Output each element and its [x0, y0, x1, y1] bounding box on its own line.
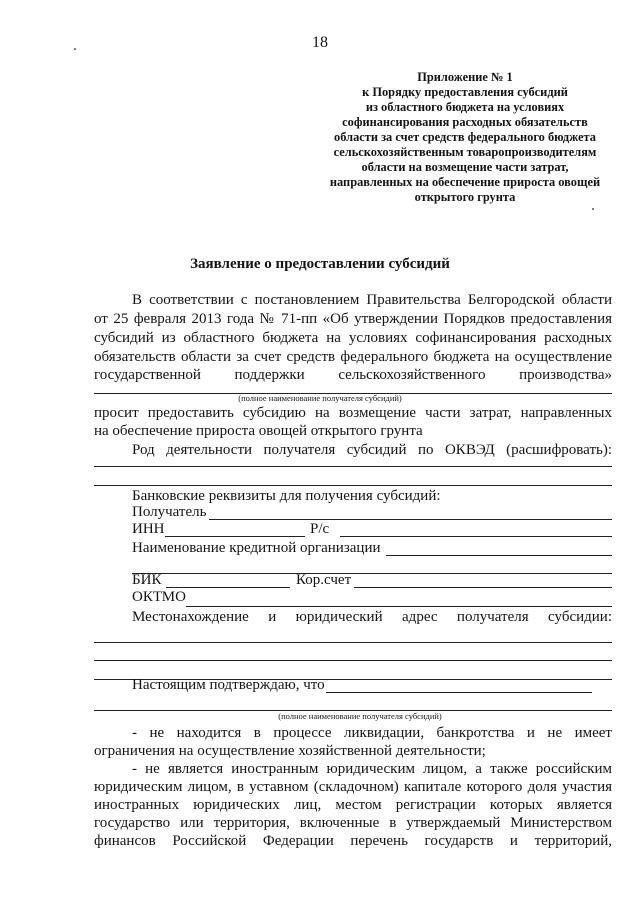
appendix-line: софинансирования расходных обязательств — [342, 115, 588, 129]
condition-line: иностранных юридических лиц, местом регистрации которых является — [94, 797, 612, 813]
address-field[interactable] — [94, 642, 612, 643]
inn-label: ИНН — [132, 521, 165, 537]
okved-field[interactable] — [94, 466, 612, 467]
oktmo-field[interactable] — [186, 606, 612, 607]
bank-name-field-2[interactable] — [132, 573, 612, 574]
condition-line: юридическим лицом, в уставном (складочном) капитале которого доля участия — [94, 779, 612, 795]
page-number: 18 — [312, 34, 328, 51]
appendix-line: области за счет средств федерального бюджета — [334, 130, 596, 144]
document-title: Заявление о предоставлении субсидий — [190, 256, 450, 272]
intro-line: субсидий из областного бюджета на условиях софинансирования расходных — [94, 330, 612, 346]
appendix-line: к Порядку предоставления субсидий — [362, 85, 568, 99]
corr-account-field[interactable] — [354, 587, 612, 588]
appendix-header — [300, 70, 630, 205]
intro-word: сельскохозяйственного — [338, 367, 486, 383]
oktmo-label: ОКТМО — [132, 589, 186, 605]
okved-label: Род деятельности получателя субсидий по ОКВЭД (расшифровать): — [132, 442, 612, 458]
confirm-field[interactable] — [326, 692, 592, 693]
recipient-field[interactable] — [209, 519, 612, 520]
condition-line: финансов Российской Федерации перечень государств и территорий, — [94, 833, 612, 849]
condition-line: - не находится в процессе ликвидации, банкротства и не имеет — [132, 725, 612, 741]
recipient-label: Получатель — [132, 504, 207, 520]
bank-name-label: Наименование кредитной организации — [132, 540, 381, 556]
account-field[interactable] — [340, 536, 612, 537]
intro-last-line — [94, 366, 612, 385]
bank-heading: Банковские реквизиты для получения субсидий: — [132, 488, 441, 504]
address-field[interactable] — [94, 660, 612, 661]
inn-field[interactable] — [165, 536, 305, 537]
address-label: Местонахождение и юридический адрес получателя субсидии: — [132, 609, 612, 625]
intro-word: государственной — [94, 367, 201, 383]
intro-line: от 25 февраля 2013 года № 71-пп «Об утверждении Порядков предоставления — [94, 311, 612, 327]
recipient-caption-2: (полное наименование получателя субсидий) — [278, 711, 442, 721]
scan-speck — [592, 208, 594, 210]
condition-line: - не является иностранным юридическим лицом, а также российским — [132, 761, 612, 777]
scan-speck — [74, 48, 76, 50]
intro-line: В соответствии с постановлением Правительства Белгородской области — [132, 292, 612, 308]
bank-name-field[interactable] — [386, 555, 612, 556]
condition-line: государство или территория, включенные в утверждаемый Министерством — [94, 815, 612, 831]
appendix-line: сельскохозяйственным товаропроизводителям — [333, 145, 597, 159]
intro-line: обязательств области за счет средств федерального бюджета на осуществление — [94, 349, 612, 365]
appendix-line: открытого грунта — [414, 190, 516, 204]
appendix-line: области на возмещение части затрат, — [361, 160, 569, 174]
confirm-label: Настоящим подтверждаю, что — [132, 677, 325, 693]
appendix-line: из областного бюджета на условиях — [365, 100, 565, 114]
account-label: Р/с — [310, 521, 330, 537]
bik-label: БИК — [132, 572, 162, 588]
appendix-line: направленных на обеспечение прироста овощей — [329, 175, 601, 189]
appendix-line: Приложение № 1 — [417, 70, 513, 84]
corr-account-label: Кор.счет — [296, 572, 352, 588]
condition-line: ограничения на осуществление хозяйственной деятельности; — [94, 743, 486, 759]
intro-word: производства» — [519, 367, 612, 383]
request-line: просит предоставить субсидию на возмещение части затрат, направленных — [94, 405, 612, 421]
intro-word: поддержки — [234, 367, 305, 383]
okved-field[interactable] — [94, 485, 612, 486]
request-line: на обеспечение прироста овощей открытого грунта — [94, 423, 423, 439]
recipient-caption: (полное наименование получателя субсидий) — [238, 393, 402, 403]
